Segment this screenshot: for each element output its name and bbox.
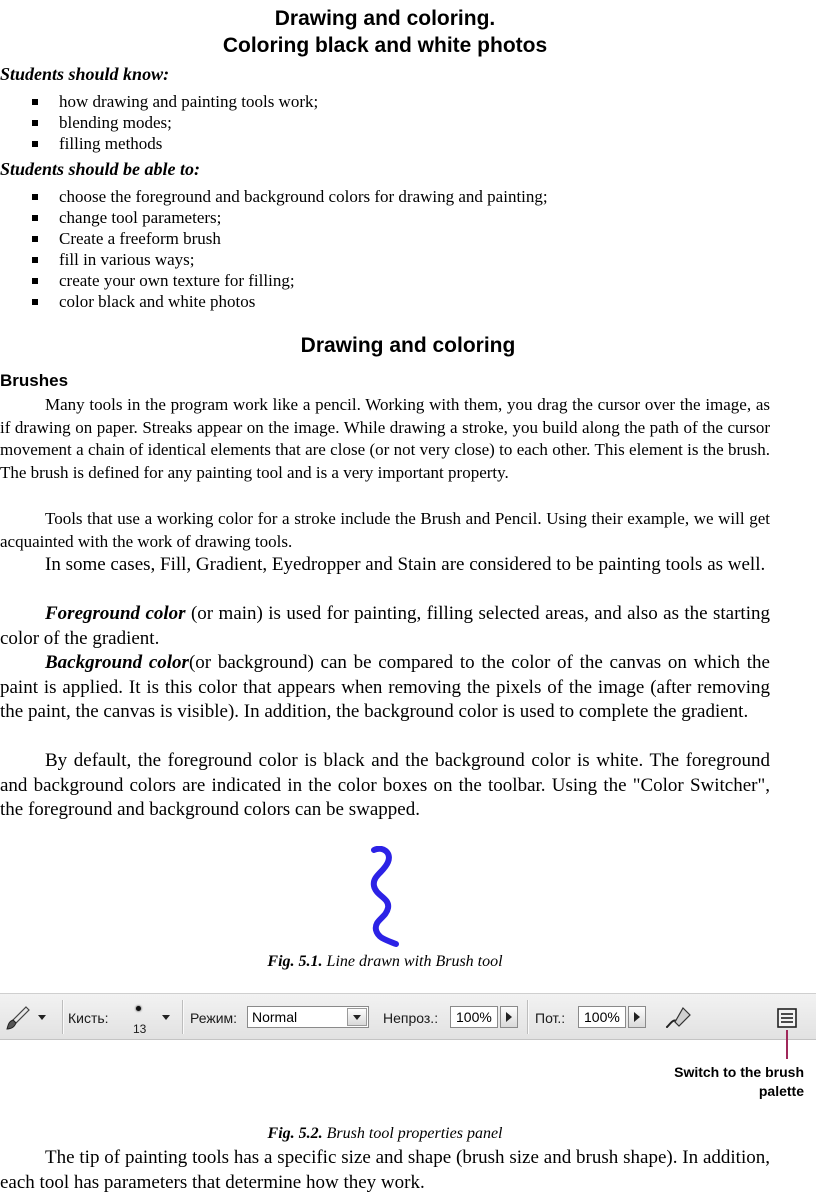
callout-line-1: Switch to the brush [674, 1064, 804, 1080]
paragraph-5 [0, 651, 770, 725]
list-item: Create a freeform brush [0, 228, 548, 249]
brush-tip-preview [136, 1006, 141, 1011]
list-item: blending modes; [0, 112, 318, 133]
figure-2-text: Brush tool properties panel [322, 1125, 503, 1142]
chevron-right-icon [506, 1012, 512, 1022]
tool-preset-picker[interactable] [4, 994, 58, 1041]
chevron-down-icon [38, 1015, 46, 1020]
section-subtitle: Brushes [0, 371, 69, 390]
mode-label: Режим: [190, 1009, 238, 1026]
airbrush-toggle[interactable] [660, 994, 696, 1041]
know-list [0, 91, 318, 154]
list-item: fill in various ways; [0, 249, 548, 270]
opacity-slider-button[interactable] [500, 1006, 518, 1028]
term-foreground: Foreground color [45, 603, 186, 624]
figure-1-number: Fig. 5.1. [267, 953, 323, 970]
chevron-right-icon [634, 1012, 640, 1022]
figure-1-text: Line drawn with Brush tool [322, 953, 503, 970]
list-item: filling methods [0, 133, 318, 154]
know-heading: Students should know: [0, 64, 170, 84]
brush-stroke [374, 849, 396, 944]
figure-2-number: Fig. 5.2. [267, 1125, 323, 1142]
brush-icon [4, 1004, 32, 1032]
flow-label: Пот.: [535, 1009, 566, 1026]
brush-palette-callout [604, 1063, 804, 1101]
able-list [0, 186, 548, 312]
list-item: color black and white photos [0, 291, 548, 312]
list-item: choose the foreground and background colors for drawing and painting; [0, 186, 548, 207]
divider [62, 1000, 63, 1034]
paragraph-3: In some cases, Fill, Gradient, Eyedropper and Stain are considered to be painting tools as well. [45, 554, 766, 575]
paragraph-4 [0, 602, 770, 651]
chevron-down-icon [162, 1015, 170, 1020]
brush-preset-picker[interactable] [126, 994, 176, 1041]
paragraph-5-text: (or background) can be compared to the color of the canvas on which the paint is applied. It is this color that appears when removing the pixels of the image (after removing the paint, the canvas is visible). In addition, the background color is used to complete the gradient. [0, 652, 770, 722]
chevron-down-icon [353, 1015, 361, 1020]
airbrush-icon [663, 1005, 693, 1031]
brush-size: 13 [133, 1022, 147, 1036]
paragraph-2: Tools that use a working color for a stroke include the Brush and Pencil. Using their example, we will get acquainted with the work of drawing tools. [0, 509, 770, 551]
page-title: Drawing and coloring. [274, 7, 496, 30]
opacity-label: Непроз.: [383, 1009, 439, 1026]
term-background: Background color [45, 652, 189, 673]
callout-line-2: palette [758, 1083, 804, 1099]
mode-value: Normal [252, 1009, 298, 1025]
divider [182, 1000, 183, 1034]
page-subtitle: Coloring black and white photos [222, 34, 548, 57]
flow-slider-button[interactable] [628, 1006, 646, 1028]
brush-options-toolbar [0, 993, 816, 1040]
section-title: Drawing and coloring [300, 334, 516, 357]
mode-select[interactable] [247, 1006, 369, 1028]
paragraph-6: By default, the foreground color is black and the background color is white. The foreground and background colors are indicated in the color boxes on the toolbar. Using the "Color Switcher", the foreground and background colors can be swapped. [0, 750, 770, 820]
divider [527, 1000, 528, 1034]
mode-dropdown-button[interactable] [347, 1008, 367, 1026]
figure-1-caption [0, 953, 770, 971]
opacity-input[interactable]: 100% [450, 1006, 498, 1028]
able-heading: Students should be able to: [0, 159, 201, 179]
brush-stroke-figure [360, 846, 410, 948]
paragraph-4-text: (or main) is used for painting, filling selected areas, and also as the starting color of the gradient. [0, 603, 770, 649]
brush-label: Кисть: [68, 1009, 109, 1026]
brush-palette-icon [776, 1007, 798, 1029]
paragraph-7: The tip of painting tools has a specific size and shape (brush size and brush shape). In addition, each tool has parameters that determine how they work. [0, 1147, 770, 1193]
callout-line [786, 1030, 788, 1059]
list-item: how drawing and painting tools work; [0, 91, 318, 112]
list-item: change tool parameters; [0, 207, 548, 228]
list-item: create your own texture for filling; [0, 270, 548, 291]
figure-2-caption [0, 1125, 770, 1143]
paragraph-1: Many tools in the program work like a pencil. Working with them, you drag the cursor over the image, as if drawing on paper. Streaks appear on the image. While drawing a stroke, you build along the path of the cursor movement a chain of identical elements that are close (or not very close) to each other. This element is the brush. The brush is defined for any painting tool and is a very important property. [0, 395, 770, 482]
flow-input[interactable]: 100% [578, 1006, 626, 1028]
